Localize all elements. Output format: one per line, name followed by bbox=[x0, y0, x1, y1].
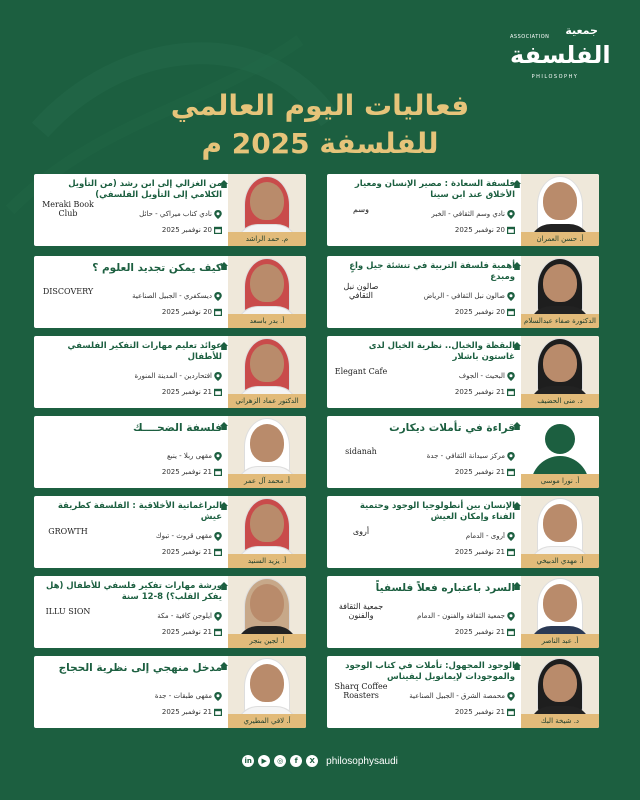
event-venue: أروى - الدمام bbox=[465, 532, 505, 540]
location-pin-icon bbox=[214, 372, 222, 381]
event-date: 21 نوفمبر 2025 bbox=[161, 468, 212, 476]
venue-logo: Elegant Cafe bbox=[334, 366, 388, 376]
calendar-icon bbox=[214, 708, 222, 716]
speaker-name: م. حمد الراشد bbox=[228, 232, 306, 246]
event-venue: صالون نبل الثقافي - الرياض bbox=[423, 292, 505, 300]
event-card[interactable] bbox=[327, 656, 599, 728]
event-date: 20 نوفمبر 2025 bbox=[161, 226, 212, 234]
venue-logo: sidanah bbox=[345, 446, 377, 456]
venue-logo: DISCOVERY bbox=[42, 286, 94, 296]
event-date: 21 نوفمبر 2025 bbox=[454, 548, 505, 556]
speaker-name: د. شيخة البك bbox=[521, 714, 599, 728]
location-pin-icon bbox=[214, 210, 222, 219]
event-card[interactable] bbox=[34, 656, 306, 728]
event-venue: مقهى قروث - تبوك bbox=[155, 532, 212, 540]
event-title: قراءة في تأملات ديكارت bbox=[389, 422, 515, 434]
venue-logo: وسم bbox=[353, 204, 369, 214]
venue-logo: Sharq Coffee Roasters bbox=[334, 682, 388, 700]
speaker-name: أ. بدر باسعد bbox=[228, 314, 306, 328]
event-date: 21 نوفمبر 2025 bbox=[454, 468, 505, 476]
location-pin-icon bbox=[507, 612, 515, 621]
speaker-name: أ. لجين بنجر bbox=[228, 634, 306, 648]
page-title-line2: للفلسفة 2025 م bbox=[201, 127, 439, 160]
logo-association-label: ASSOCIATION bbox=[510, 34, 550, 40]
event-date: 21 نوفمبر 2025 bbox=[454, 708, 505, 716]
logo-main-text: الفلسفة bbox=[510, 41, 611, 69]
event-venue: افتحاردين - المدينة المنورة bbox=[134, 372, 212, 380]
location-pin-icon bbox=[214, 692, 222, 701]
event-venue: مقهى طبقات - جدة bbox=[154, 692, 212, 700]
calendar-icon bbox=[214, 628, 222, 636]
x-icon[interactable]: X bbox=[306, 755, 318, 767]
calendar-icon bbox=[507, 308, 515, 316]
event-card[interactable] bbox=[327, 336, 599, 408]
speaker-name: أ. نورا موسى bbox=[521, 474, 599, 488]
venue-logo: جمعية الثقافة والفنون bbox=[338, 602, 384, 620]
calendar-icon bbox=[214, 468, 222, 476]
venue-logo: Meraki Book Club bbox=[42, 200, 94, 218]
event-venue: نادي كتاب ميراكي - حائل bbox=[139, 210, 212, 218]
calendar-icon bbox=[214, 548, 222, 556]
event-title: ورشة مهارات تفكير فلسفي للأطفال (هل يفكر القلب؟) 8-12 سنة bbox=[45, 581, 222, 602]
calendar-icon bbox=[214, 226, 222, 234]
speaker-name: أ. لافي المطيري bbox=[228, 714, 306, 728]
venue-logo bbox=[40, 348, 96, 394]
event-card[interactable] bbox=[327, 256, 599, 328]
event-title: البراغماتية الأخلاقية : الفلسفة كطريقة عيش bbox=[57, 501, 222, 522]
location-pin-icon bbox=[214, 612, 222, 621]
event-card[interactable] bbox=[34, 174, 306, 246]
event-card[interactable] bbox=[34, 576, 306, 648]
event-title: كيف يمكن تجديد العلوم ؟ bbox=[92, 262, 222, 274]
event-title: البقظة والخيال.. نظرية الخيال لدى غاستون باشلار bbox=[368, 341, 515, 362]
event-title: الإنسان بين أنطولوجيا الوجود وحتمية الفناء وإمكان العيش bbox=[359, 501, 515, 522]
event-venue: محمصة الشرق - الجبيل الصناعية bbox=[409, 692, 505, 700]
event-venue: نادي وسم الثقافي - الخبر bbox=[431, 210, 505, 218]
facebook-icon[interactable]: f bbox=[290, 755, 302, 767]
event-title: عوائد تعليم مهارات التفكير الفلسفي للأطفال bbox=[67, 341, 222, 362]
event-date: 21 نوفمبر 2025 bbox=[161, 708, 212, 716]
location-pin-icon bbox=[214, 292, 222, 301]
event-date: 21 نوفمبر 2025 bbox=[454, 628, 505, 636]
location-pin-icon bbox=[507, 452, 515, 461]
logo-jamiya-label: جمعية bbox=[565, 24, 598, 37]
event-date: 21 نوفمبر 2025 bbox=[161, 628, 212, 636]
location-pin-icon bbox=[507, 692, 515, 701]
venue-logo: ILLU SION bbox=[45, 606, 91, 616]
event-card[interactable] bbox=[327, 496, 599, 568]
event-title: أهمية فلسفة التربية في تنشئة جيل واعٍ ومبدع bbox=[349, 261, 515, 282]
location-pin-icon bbox=[507, 292, 515, 301]
social-footer bbox=[0, 754, 640, 768]
location-pin-icon bbox=[214, 532, 222, 541]
event-title: فلسفة السعادة : مصير الإنسان ومعيار الأخلاق عند ابن سينا bbox=[354, 179, 515, 200]
event-date: 21 نوفمبر 2025 bbox=[161, 388, 212, 396]
event-card[interactable] bbox=[327, 174, 599, 246]
venue-logo: صالون نبل الثقافي bbox=[343, 282, 379, 300]
calendar-icon bbox=[507, 628, 515, 636]
venue-logo bbox=[40, 428, 96, 474]
youtube-icon[interactable]: ▶ bbox=[258, 755, 270, 767]
event-venue: البحيث - الجوف bbox=[458, 372, 505, 380]
event-venue: مركز سيدانة الثقافي - جدة bbox=[426, 452, 505, 460]
calendar-icon bbox=[214, 308, 222, 316]
linkedin-icon[interactable]: in bbox=[242, 755, 254, 767]
association-logo bbox=[510, 24, 611, 84]
event-card[interactable] bbox=[327, 416, 599, 488]
speaker-name: الدكتورة صفاء عبدالسلام bbox=[521, 314, 599, 328]
logo-philosophy-label: PHILOSOPHY bbox=[531, 74, 579, 80]
speaker-name: أ. حسن العمران bbox=[521, 232, 599, 246]
calendar-icon bbox=[214, 388, 222, 396]
event-date: 20 نوفمبر 2025 bbox=[161, 308, 212, 316]
event-title: مدخل منهجي إلى نظرية الحجاج bbox=[58, 662, 222, 674]
location-pin-icon bbox=[507, 210, 515, 219]
location-pin-icon bbox=[214, 452, 222, 461]
event-venue: مقهى ربلا - ينبع bbox=[167, 452, 212, 460]
speaker-name: أ. عبد الناصر bbox=[521, 634, 599, 648]
event-card[interactable] bbox=[34, 416, 306, 488]
event-venue: ايلوجن كافية - مكة bbox=[157, 612, 212, 620]
social-handle[interactable]: philosophysaudi bbox=[326, 755, 398, 767]
page-title bbox=[0, 88, 640, 164]
event-title: الوجود المجهول: تأملات في كتاب الوجود والموجودات لإيمانويل ليفيناس bbox=[345, 661, 515, 682]
speaker-name: الدكتور عماد الزهراني bbox=[228, 394, 306, 408]
speaker-name: أ. محمد آل عمر bbox=[228, 474, 306, 488]
calendar-icon bbox=[507, 468, 515, 476]
event-title: فلسفة الضحــــك bbox=[132, 422, 222, 434]
venue-logo bbox=[40, 668, 96, 714]
speaker-name: أ. يزيد السنيد bbox=[228, 554, 306, 568]
event-title: السرد باعتباره فعلاً فلسفياً bbox=[375, 582, 515, 594]
calendar-icon bbox=[507, 708, 515, 716]
event-card[interactable] bbox=[34, 256, 306, 328]
instagram-icon[interactable]: ◎ bbox=[274, 755, 286, 767]
event-title: من الغزالي إلى ابن رشد (من التأويل الكلامي إلى التأويل الفلسفي) bbox=[68, 179, 222, 200]
event-venue: جمعية الثقافة والفنون - الدمام bbox=[417, 612, 505, 620]
event-venue: ديسكفري - الجبيل الصناعية bbox=[132, 292, 212, 300]
event-card[interactable] bbox=[34, 496, 306, 568]
page-title-line1: فعاليات اليوم العالمي bbox=[170, 89, 470, 122]
event-date: 20 نوفمبر 2025 bbox=[454, 226, 505, 234]
event-date: 21 نوفمبر 2025 bbox=[161, 548, 212, 556]
calendar-icon bbox=[507, 548, 515, 556]
venue-logo: أروى bbox=[352, 526, 370, 536]
venue-logo: GROWTH bbox=[48, 526, 88, 536]
location-pin-icon bbox=[507, 372, 515, 381]
speaker-name: د. منى الحضيف bbox=[521, 394, 599, 408]
event-date: 20 نوفمبر 2025 bbox=[454, 308, 505, 316]
event-card[interactable] bbox=[34, 336, 306, 408]
event-date: 21 نوفمبر 2025 bbox=[454, 388, 505, 396]
location-pin-icon bbox=[507, 532, 515, 541]
calendar-icon bbox=[507, 226, 515, 234]
event-card[interactable] bbox=[327, 576, 599, 648]
calendar-icon bbox=[507, 388, 515, 396]
speaker-name: أ. مهدي الدبيخي bbox=[521, 554, 599, 568]
